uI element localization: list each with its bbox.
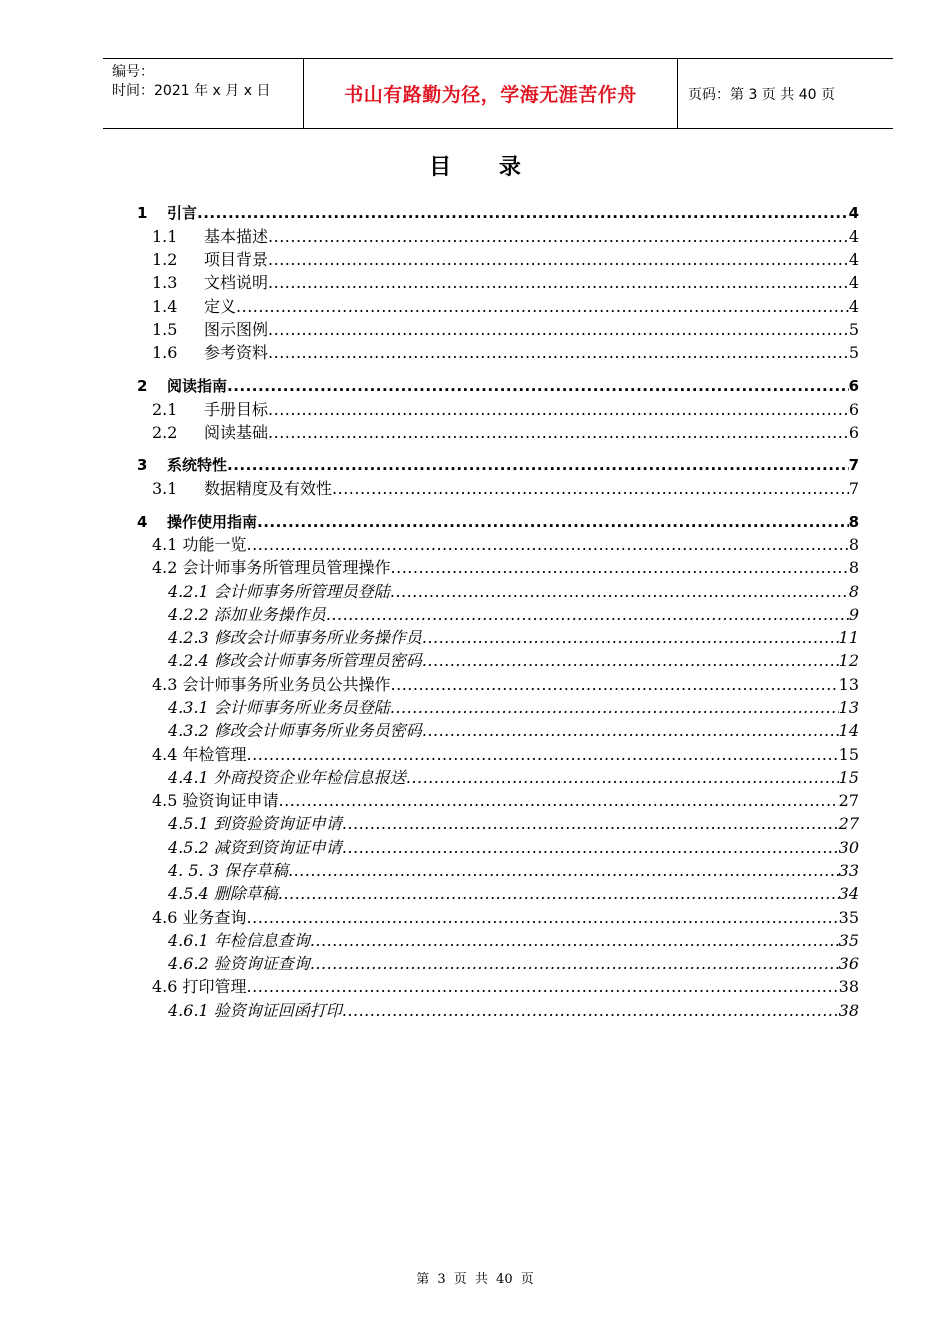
toc-entry[interactable]: [168, 837, 859, 859]
toc-entry-page: 8: [848, 582, 859, 601]
toc-entry[interactable]: [152, 478, 859, 500]
toc-entry[interactable]: [152, 790, 859, 812]
toc-leader-dots: [391, 557, 849, 579]
toc-entry-page: 7: [848, 456, 859, 474]
toc-entry[interactable]: [168, 860, 859, 882]
toc-entry-number: 3.1: [152, 479, 178, 498]
toc-entry-text: 手册目标: [204, 400, 269, 419]
toc-leader-dots: [342, 1000, 839, 1022]
toc-entry-number: 1.5: [152, 320, 178, 339]
toc-leader-dots: [310, 930, 839, 952]
toc-entry[interactable]: [152, 296, 859, 318]
page-title: 目 录: [429, 155, 541, 180]
toc-entry-text: 4.6.1 年检信息查询: [168, 931, 310, 950]
toc-entry-text: 4.6 打印管理: [152, 977, 247, 996]
toc-entry-number: 1.6: [152, 343, 178, 362]
toc-leader-dots: [422, 650, 839, 672]
toc-entry-text: 基本描述: [204, 227, 269, 246]
toc-entry-text: 4.6.2 验资询证查询: [168, 954, 310, 973]
toc-entry-text: 4.1 功能一览: [152, 535, 247, 554]
toc-entry-page: 6: [848, 377, 859, 395]
toc-entry-number: 1.2: [152, 250, 178, 269]
toc-entry[interactable]: [152, 907, 859, 929]
toc-entry-number: 2: [137, 377, 148, 395]
toc-entry-text: 项目背景: [204, 250, 269, 269]
toc-leader-dots: [247, 907, 839, 929]
toc-entry-page: 38: [838, 1001, 859, 1020]
toc-entry[interactable]: [152, 422, 859, 444]
toc-entry-text: 引言: [167, 204, 198, 222]
toc-leader-dots: [342, 837, 839, 859]
toc-entry-page: 13: [838, 675, 859, 694]
toc-leader-dots: [247, 534, 849, 556]
toc-entry[interactable]: [168, 581, 859, 603]
toc-leader-dots: [257, 511, 849, 533]
page-header: [103, 58, 893, 129]
toc-leader-dots: [268, 399, 849, 421]
toc-entry-text: 操作使用指南: [167, 513, 258, 531]
toc-entry[interactable]: [137, 375, 859, 397]
toc-entry[interactable]: [168, 604, 859, 626]
toc-entry-text: 4.4.1 外商投资企业年检信息报送: [168, 768, 406, 787]
toc-leader-dots: [268, 319, 849, 341]
toc-entry-text: 数据精度及有效性: [204, 479, 333, 498]
toc-entry-text: 阅读指南: [167, 377, 228, 395]
toc-leader-dots: [227, 454, 849, 476]
toc-entry[interactable]: [168, 930, 859, 952]
toc-entry-text: 4.3.2 修改会计师事务所业务员密码: [168, 721, 422, 740]
toc-entry-text: 图示图例: [204, 320, 269, 339]
toc-leader-dots: [268, 342, 849, 364]
toc-entry[interactable]: [152, 342, 859, 364]
toc-entry[interactable]: [152, 399, 859, 421]
toc-leader-dots: [391, 674, 839, 696]
toc-entry-page: 7: [848, 479, 859, 498]
toc-entry-page: 27: [838, 791, 859, 810]
toc-entry-page: 8: [848, 513, 859, 531]
toc-entry-number: 3: [137, 456, 148, 474]
toc-entry[interactable]: [168, 883, 859, 905]
toc-entry-number: 1.4: [152, 297, 178, 316]
toc-entry-text: 参考资料: [204, 343, 269, 362]
toc-entry[interactable]: [168, 720, 859, 742]
toc-entry-text: 系统特性: [167, 456, 228, 474]
toc-entry-text: 阅读基础: [204, 423, 269, 442]
toc-leader-dots: [227, 375, 849, 397]
toc-entry-page: 5: [848, 343, 859, 362]
toc-leader-dots: [288, 860, 839, 882]
toc-leader-dots: [247, 744, 839, 766]
toc-entry-page: 34: [838, 884, 859, 903]
toc-entry[interactable]: [168, 953, 859, 975]
header-motto: 书山有路勤为径，学海无涯苦作舟: [304, 59, 678, 128]
toc-entry-page: 4: [848, 250, 859, 269]
toc-entry-page: 12: [838, 651, 859, 670]
toc-entry[interactable]: [168, 650, 859, 672]
toc-entry-page: 36: [838, 954, 859, 973]
toc-entry-number: 1: [137, 204, 148, 222]
toc-entry-page: 8: [848, 535, 859, 554]
toc-leader-dots: [268, 422, 849, 444]
toc-entry-text: 定义: [204, 297, 237, 316]
toc-leader-dots: [390, 697, 839, 719]
toc-entry-page: 38: [838, 977, 859, 996]
toc-leader-dots: [326, 604, 849, 626]
toc-entry-page: 27: [838, 814, 859, 833]
toc-leader-dots: [236, 296, 849, 318]
toc-entry-text: 4.2 会计师事务所管理员管理操作: [152, 558, 391, 577]
toc-entry-number: 1.3: [152, 273, 178, 292]
toc-leader-dots: [422, 720, 839, 742]
toc-entry-page: 11: [838, 628, 859, 647]
toc-entry-number: 2.1: [152, 400, 178, 419]
toc-entry-text: 4.2.4 修改会计师事务所管理员密码: [168, 651, 422, 670]
toc-entry-page: 15: [838, 745, 859, 764]
toc-entry[interactable]: [137, 202, 859, 224]
toc-entry[interactable]: [152, 534, 859, 556]
toc-entry[interactable]: [152, 272, 859, 294]
toc-entry[interactable]: [168, 767, 859, 789]
toc-entry-number: 4: [137, 513, 148, 531]
toc-entry[interactable]: [137, 454, 859, 476]
toc-entry-text: 4.6.1 验资询证回函打印: [168, 1001, 342, 1020]
toc-entry[interactable]: [137, 511, 859, 533]
toc-entry-text: 4.6 业务查询: [152, 908, 247, 927]
toc-entry-page: 6: [848, 423, 859, 442]
toc-entry-text: 文档说明: [204, 273, 269, 292]
toc-entry-text: 4.3 会计师事务所业务员公共操作: [152, 675, 391, 694]
toc-leader-dots: [310, 953, 839, 975]
toc-leader-dots: [422, 627, 839, 649]
toc-leader-dots: [247, 976, 839, 998]
toc-leader-dots: [278, 883, 839, 905]
header-time: 时间：2021 年 x 月 x 日: [112, 83, 271, 99]
toc-entry-text: 4.2.3 修改会计师事务所业务操作员: [168, 628, 422, 647]
toc-entry-text: 4.2.2 添加业务操作员: [168, 605, 326, 624]
toc-leader-dots: [268, 226, 849, 248]
toc-entry[interactable]: [168, 697, 859, 719]
toc-entry-page: 4: [848, 204, 859, 222]
toc-entry-page: 5: [848, 320, 859, 339]
toc-entry-number: 1.1: [152, 227, 178, 246]
toc-entry-text: 4.5.2 减资到资询证申请: [168, 838, 342, 857]
toc-entry-text: 4.5 验资询证申请: [152, 791, 279, 810]
toc-entry-page: 33: [838, 861, 859, 880]
toc-leader-dots: [332, 478, 849, 500]
toc-entry[interactable]: [152, 976, 859, 998]
toc-leader-dots: [197, 202, 849, 224]
toc-entry[interactable]: [168, 627, 859, 649]
toc-leader-dots: [279, 790, 839, 812]
toc-entry-page: 8: [848, 558, 859, 577]
toc-entry-page: 4: [848, 273, 859, 292]
toc-entry[interactable]: [152, 744, 859, 766]
toc-entry[interactable]: [152, 226, 859, 248]
toc-entry-page: 4: [848, 297, 859, 316]
toc-entry-page: 35: [838, 908, 859, 927]
toc-leader-dots: [268, 272, 849, 294]
toc-leader-dots: [268, 249, 849, 271]
toc-entry-page: 9: [848, 605, 859, 624]
toc-entry-text: 4.2.1 会计师事务所管理员登陆: [168, 582, 390, 601]
toc-entry-text: 4.3.1 会计师事务所业务员登陆: [168, 698, 390, 717]
toc-entry[interactable]: [152, 319, 859, 341]
toc-entry[interactable]: [152, 557, 859, 579]
toc-entry-text: 4. 5. 3 保存草稿: [168, 861, 288, 880]
toc-entry[interactable]: [152, 674, 859, 696]
toc-entry-number: 2.2: [152, 423, 178, 442]
toc-leader-dots: [406, 767, 839, 789]
toc-entry-text: 4.4 年检管理: [152, 745, 247, 764]
toc-entry-page: 4: [848, 227, 859, 246]
toc-leader-dots: [390, 581, 849, 603]
toc-entry[interactable]: [152, 249, 859, 271]
header-left-cell: [103, 59, 304, 128]
toc-entry-page: 15: [838, 768, 859, 787]
toc-entry-page: 13: [838, 698, 859, 717]
toc-entry-page: 14: [838, 721, 859, 740]
header-page-info: 页码：第 3 页 共 40 页: [688, 86, 835, 103]
toc-entry[interactable]: [168, 1000, 859, 1022]
toc-entry-page: 30: [838, 838, 859, 857]
page-footer: 第 3 页 共 40 页: [416, 1272, 534, 1287]
toc-entry[interactable]: [168, 813, 859, 835]
toc-leader-dots: [342, 813, 839, 835]
header-number: 编号：: [112, 64, 154, 80]
toc-entry-page: 6: [848, 400, 859, 419]
toc-entry-text: 4.5.1 到资验资询证申请: [168, 814, 342, 833]
toc-entry-page: 35: [838, 931, 859, 950]
toc-entry-text: 4.5.4 删除草稿: [168, 884, 278, 903]
